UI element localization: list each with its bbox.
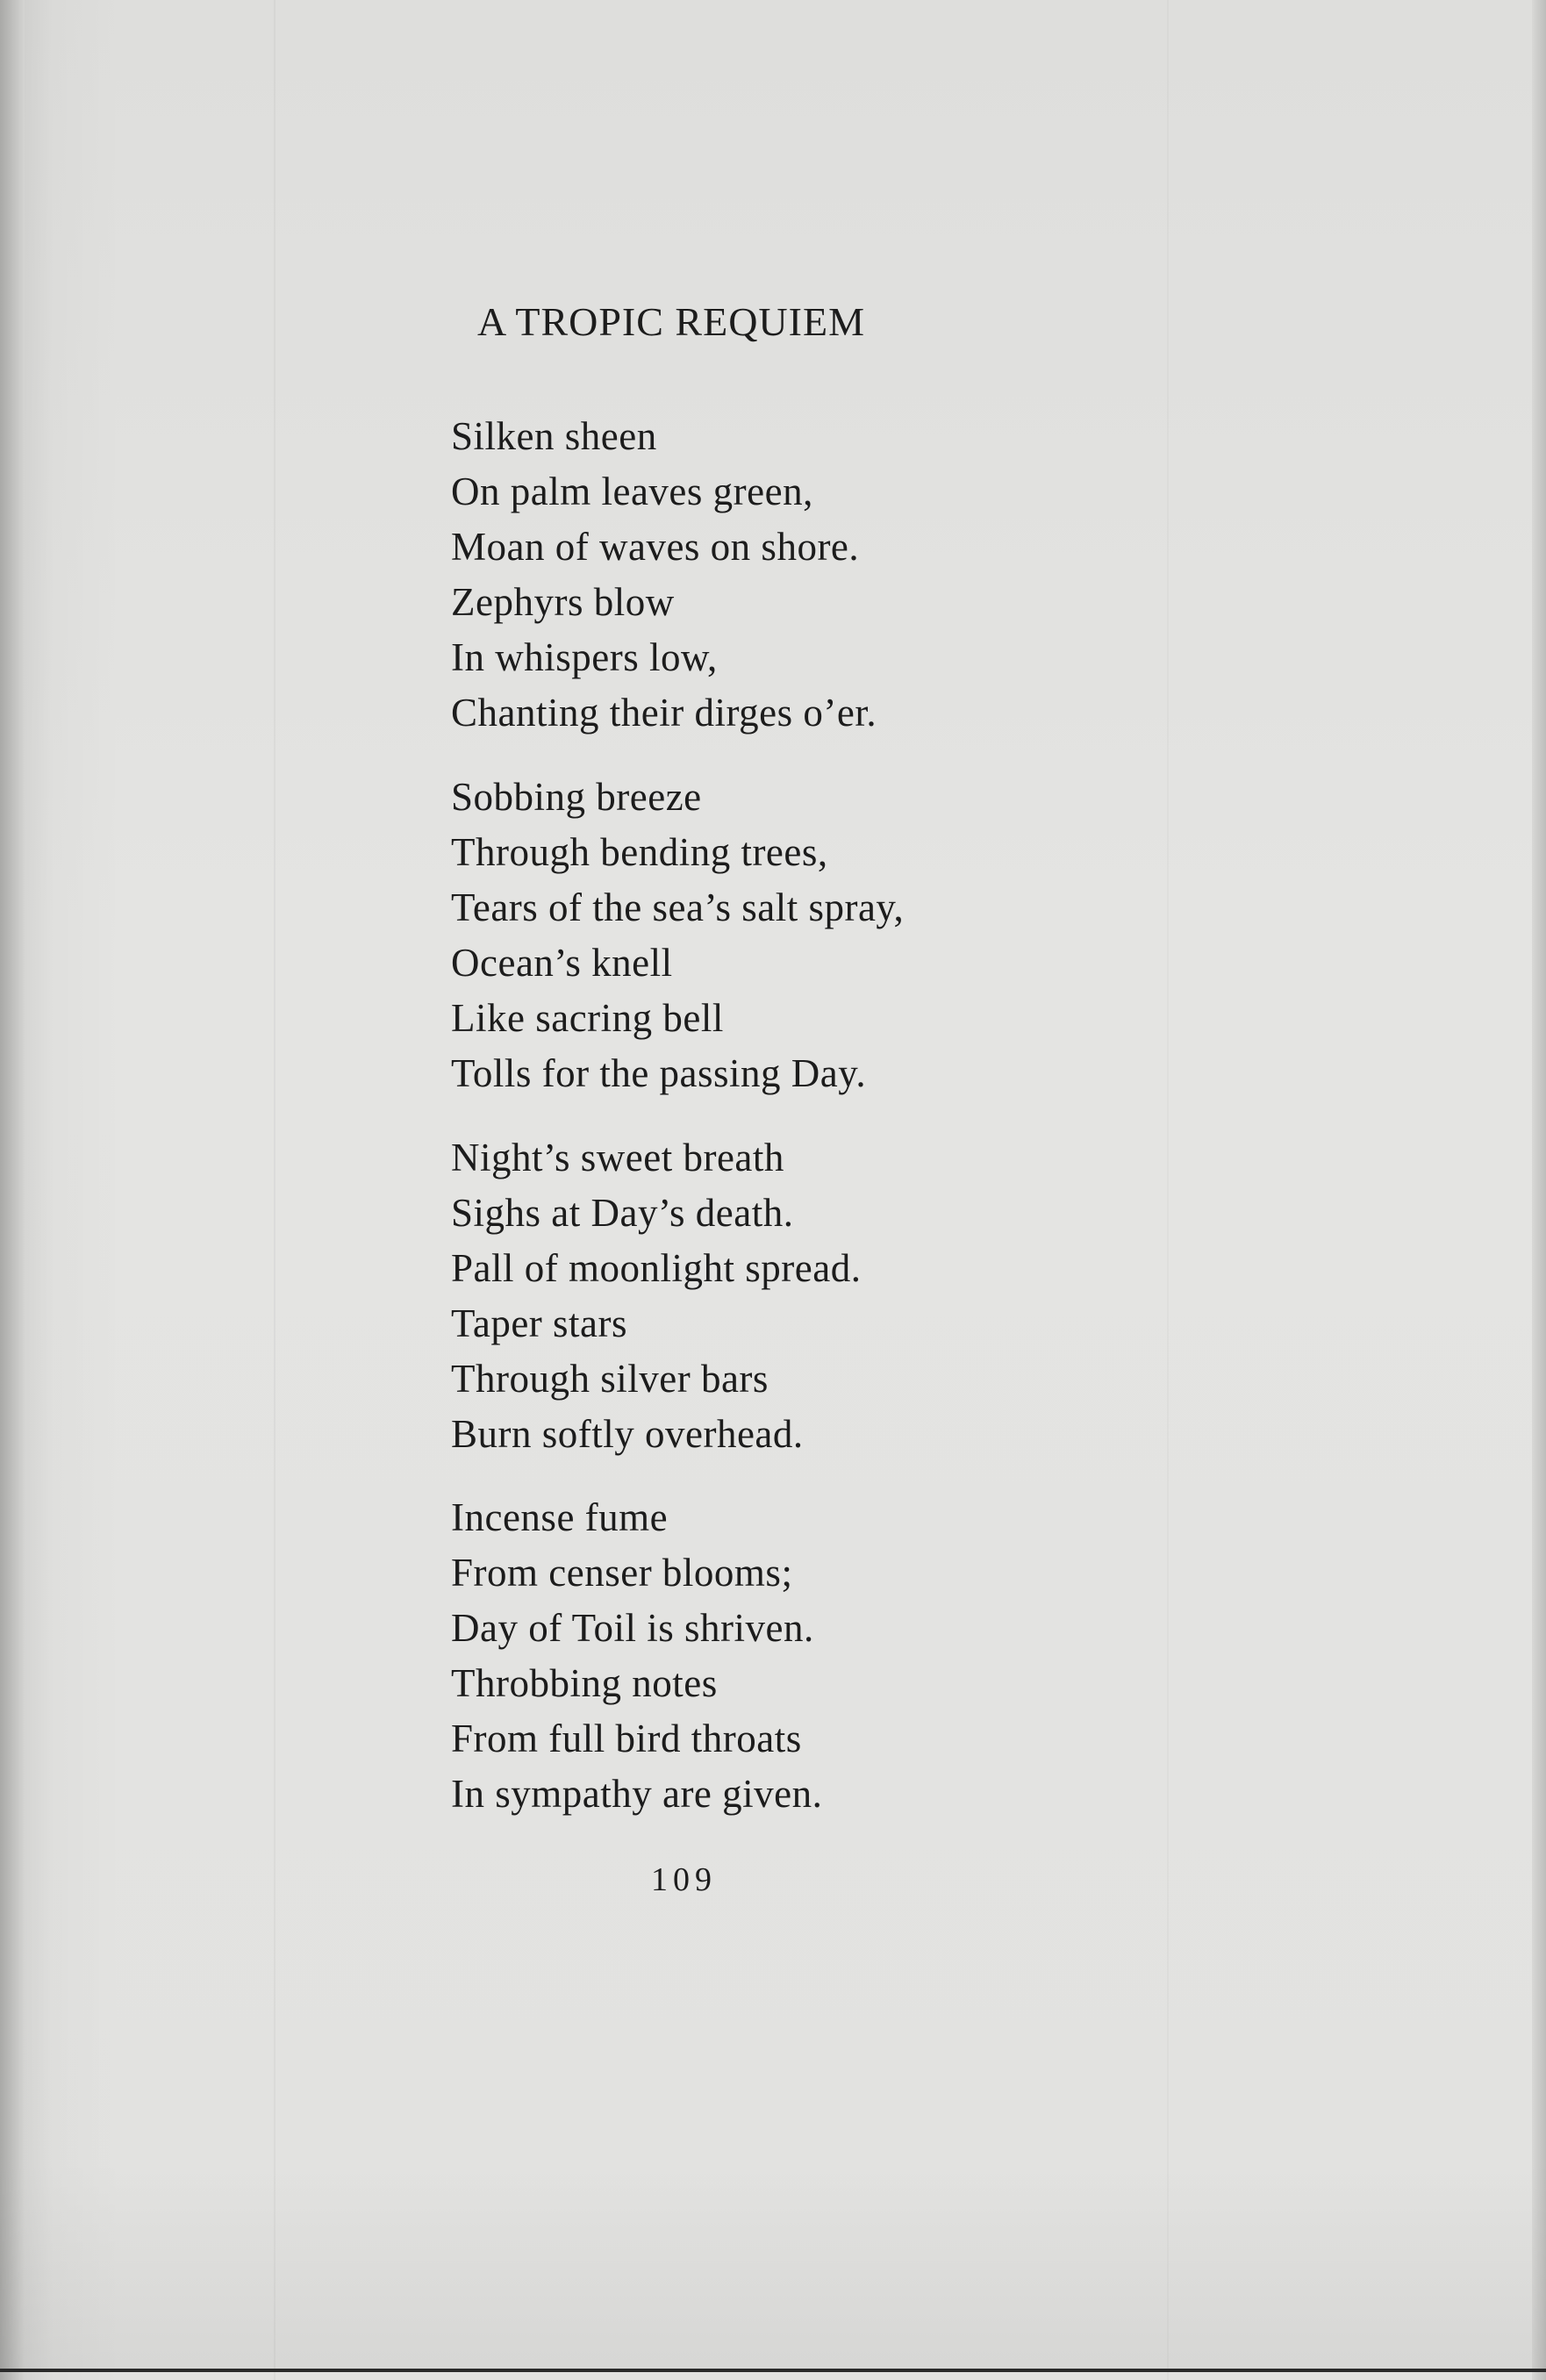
poem-line: Night’s sweet breath (451, 1136, 784, 1179)
page-number: 109 (651, 1861, 717, 1898)
poem-line: Sighs at Day’s death. (451, 1191, 794, 1235)
poem-line: Through silver bars (451, 1357, 769, 1401)
poem-line: Day of Toil is shriven. (451, 1606, 814, 1650)
page-edge-right (1532, 0, 1546, 2380)
paper-crease-right (1167, 0, 1169, 2380)
stanza-3 (451, 1130, 861, 1462)
poem-line: Chanting their dirges o’er. (451, 691, 877, 735)
poem-line: Tears of the sea’s salt spray, (451, 885, 905, 929)
poem-line: Pall of moonlight spread. (451, 1246, 862, 1290)
poem-line: Throbbing notes (451, 1661, 718, 1705)
poem-line: Sobbing breeze (451, 775, 702, 819)
stanza-1 (451, 409, 877, 741)
bottom-shading (0, 2159, 1546, 2369)
poem-line: Through bending trees, (451, 830, 828, 874)
poem-line: From censer blooms; (451, 1551, 793, 1595)
poem-line: From full bird throats (451, 1717, 802, 1760)
poem-line: Moan of waves on shore. (451, 525, 860, 569)
scan-bottom-border (0, 2369, 1546, 2372)
poem-line: Tolls for the passing Day. (451, 1051, 867, 1095)
stanza-4 (451, 1490, 822, 1822)
poem-line: Like sacring bell (451, 996, 724, 1040)
poem-line: Silken sheen (451, 414, 657, 458)
poem-line: Ocean’s knell (451, 941, 673, 985)
poem-line: Taper stars (451, 1301, 628, 1345)
poem-line: Burn softly overhead. (451, 1412, 804, 1456)
poem-line: In whispers low, (451, 635, 718, 679)
page-edge-shadow (0, 0, 25, 2380)
poem-line: On palm leaves green, (451, 470, 813, 513)
paper-crease-left (274, 0, 276, 2380)
poem-title: A TROPIC REQUIEM (477, 299, 865, 344)
poem-line: In sympathy are given. (451, 1772, 823, 1816)
stanza-2 (451, 770, 904, 1101)
poem-line: Zephyrs blow (451, 580, 675, 624)
poem-line: Incense fume (451, 1495, 669, 1539)
